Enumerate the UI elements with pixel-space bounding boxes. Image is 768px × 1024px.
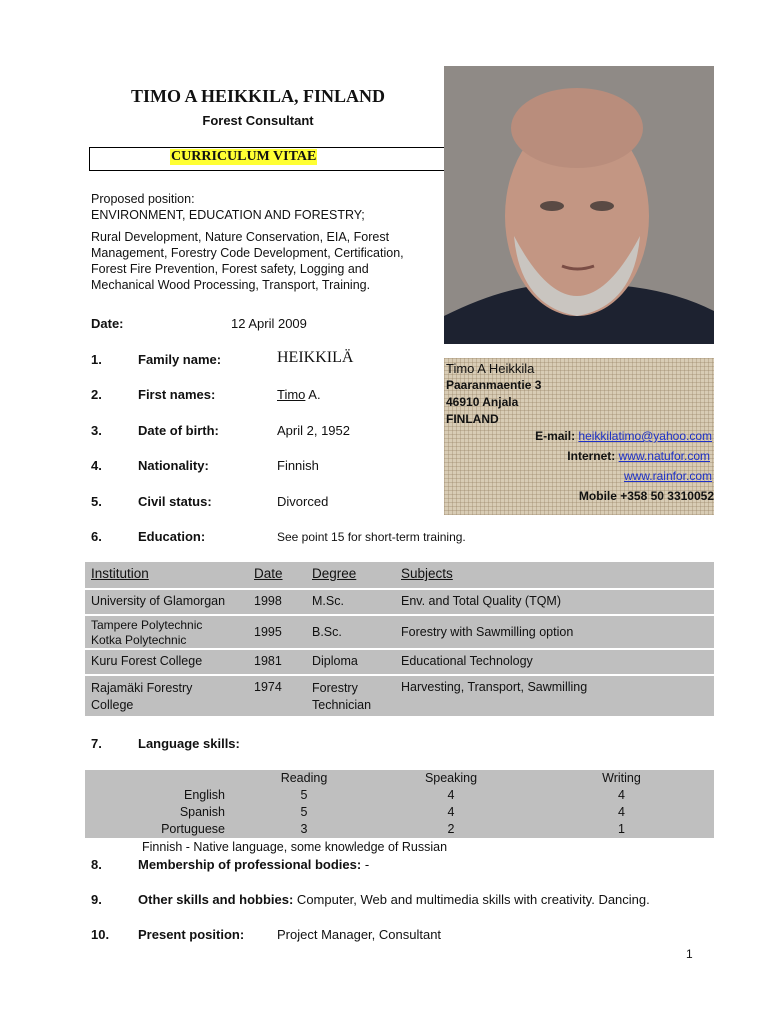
portrait-photo (444, 66, 714, 344)
proposed-line1: ENVIRONMENT, EDUCATION AND FORESTRY; (91, 208, 365, 222)
table-row (85, 804, 714, 821)
col-subjects: Subjects (395, 562, 714, 589)
reading: 5 (235, 804, 373, 821)
education-label: Education: (138, 529, 206, 544)
civil-status-value: Divorced (277, 494, 329, 509)
corner-cell (85, 770, 235, 787)
table-row (85, 615, 714, 649)
table-header-row (85, 770, 714, 787)
contact-name: Timo A Heikkila (446, 361, 535, 376)
education-table (85, 562, 714, 718)
item-number: 4. (91, 458, 102, 473)
skills-line (138, 892, 650, 907)
education-note: See point 15 for short-term training. (277, 530, 466, 544)
col-date: Date (248, 562, 306, 589)
language: Portuguese (85, 821, 235, 838)
item-number: 6. (91, 529, 102, 544)
date-value: 12 April 2009 (231, 316, 307, 331)
date-label: Date: (91, 316, 124, 331)
website-link-rainfor[interactable]: www.rainfor.com (623, 469, 712, 483)
date: 1995 (248, 615, 306, 649)
first-name: Timo (277, 387, 306, 402)
speaking: 4 (373, 804, 529, 821)
date: 1998 (248, 589, 306, 615)
table-header-row (85, 562, 714, 589)
language-note: Finnish - Native language, some knowledge of Russian (142, 840, 448, 854)
family-name-value: HEIKKILÄ (277, 349, 354, 366)
institution: Rajamäki Forestry College (85, 675, 248, 717)
postal-code: 46910 Anjala (446, 395, 519, 409)
person-name: TIMO A HEIKKILA, FINLAND (130, 86, 386, 106)
family-name-label: Family name: (138, 352, 222, 367)
item-number: 5. (91, 494, 102, 509)
item-number: 3. (91, 423, 102, 438)
email-label: E-mail: (535, 429, 579, 443)
internet-label: Internet: (567, 449, 619, 463)
col-speaking: Speaking (373, 770, 529, 787)
civil-status-label: Civil status: (138, 494, 212, 509)
language: Spanish (85, 804, 235, 821)
street: Paaranmaentie 3 (446, 378, 542, 392)
first-names-value (277, 387, 321, 402)
speaking: 2 (373, 821, 529, 838)
institution: Tampere Polytechnic Kotka Polytechnic (85, 615, 248, 649)
item-number: 2. (91, 387, 102, 402)
table-row (85, 649, 714, 675)
subjects: Harvesting, Transport, Sawmilling (395, 675, 714, 717)
nationality-label: Nationality: (138, 458, 209, 473)
postal-address (446, 360, 541, 428)
table-row (85, 821, 714, 838)
job-title: Forest Consultant (202, 113, 314, 128)
degree: Diploma (306, 649, 395, 675)
reading: 5 (235, 787, 373, 804)
item-number: 10. (91, 927, 110, 942)
present-position-value: Project Manager, Consultant (277, 927, 442, 942)
degree: M.Sc. (306, 589, 395, 615)
item-number: 7. (91, 736, 102, 751)
subjects: Forestry with Sawmilling option (395, 615, 714, 649)
email-link[interactable]: heikkilatimo@yahoo.com (578, 429, 712, 443)
language: English (85, 787, 235, 804)
col-reading: Reading (235, 770, 373, 787)
country: FINLAND (446, 412, 499, 426)
table-row (85, 589, 714, 615)
mobile: Mobile +358 50 3310052 (578, 489, 714, 503)
nationality-value: Finnish (277, 458, 319, 473)
institution: University of Glamorgan (85, 589, 248, 615)
reading: 3 (235, 821, 373, 838)
proposed-position (91, 191, 431, 293)
item-number: 8. (91, 857, 102, 872)
writing: 1 (529, 821, 714, 838)
birth-date-value: April 2, 1952 (277, 423, 350, 438)
email-line (535, 428, 712, 445)
item-number: 9. (91, 892, 102, 907)
page-number: 1 (686, 947, 693, 961)
skills-value: Computer, Web and multimedia skills with creativity. Dancing. (293, 892, 650, 907)
membership-line (138, 857, 369, 872)
website-line (624, 468, 712, 485)
proposed-label: Proposed position: (91, 192, 195, 206)
table-row (85, 675, 714, 717)
subjects: Educational Technology (395, 649, 714, 675)
contact-card (444, 358, 714, 515)
table-row (85, 787, 714, 804)
date: 1974 (248, 675, 306, 717)
col-institution: Institution (85, 562, 248, 589)
middle-initial: A. (305, 387, 321, 402)
proposed-line2: Rural Development, Nature Conservation, EIA, Forest Management, Forestry Code Development, Certification, Forest Fire Prevention, Forest safety, Logging and Mechanical Wood Processing, Transport, Training. (91, 230, 404, 292)
present-position-label: Present position: (138, 927, 245, 942)
cv-title: CURRICULUM VITAE (171, 149, 317, 164)
website-link-natufor[interactable]: www.natufor.com (618, 449, 710, 463)
subjects: Env. and Total Quality (TQM) (395, 589, 714, 615)
degree: B.Sc. (306, 615, 395, 649)
col-degree: Degree (306, 562, 395, 589)
col-writing: Writing (529, 770, 714, 787)
language-table (85, 770, 714, 838)
date: 1981 (248, 649, 306, 675)
institution: Kuru Forest College (85, 649, 248, 675)
skills-label: Other skills and hobbies: (138, 892, 294, 907)
internet-line (567, 448, 710, 465)
writing: 4 (529, 804, 714, 821)
item-number: 1. (91, 352, 102, 367)
speaking: 4 (373, 787, 529, 804)
birth-date-label: Date of birth: (138, 423, 219, 438)
membership-label: Membership of professional bodies: (138, 857, 362, 872)
degree: Forestry Technician (306, 675, 395, 717)
first-names-label: First names: (138, 387, 216, 402)
writing: 4 (529, 787, 714, 804)
membership-value: - (361, 857, 370, 872)
language-skills-label: Language skills: (138, 736, 240, 751)
